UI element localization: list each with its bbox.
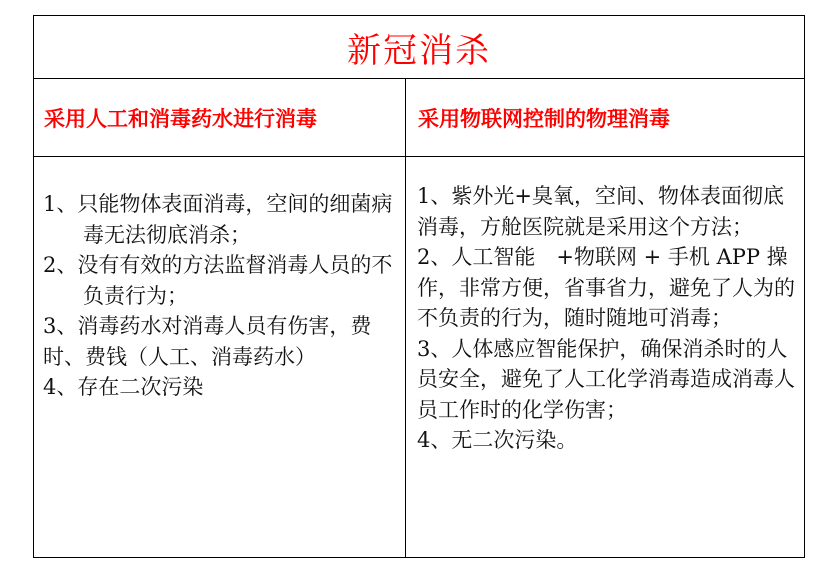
list-item: 3、消毒药水对消毒人员有伤害，费时、费钱（人工、消毒药水） xyxy=(43,314,372,369)
manual-disinfection-cell xyxy=(43,157,398,557)
list-item: 2、没有有效的方法监督消毒人员的不负责行为； xyxy=(43,253,393,308)
header-iot-disinfection: 采用物联网控制的物理消毒 xyxy=(418,106,670,131)
list-item: 4、存在二次污染 xyxy=(43,375,204,399)
table-title: 新冠消杀 xyxy=(347,30,491,71)
comparison-table xyxy=(33,15,805,558)
iot-disinfection-cell xyxy=(417,157,797,557)
column-divider xyxy=(405,79,406,557)
list-item: 2、人工智能 +物联网 + 手机 APP 操作，非常方便，省事省力，避免了人为的不负责的行为，随时随地可消毒； xyxy=(417,245,795,330)
list-item: 3、人体感应智能保护，确保消杀时的人员安全，避免了人工化学消毒造成消毒人员工作时的化学伤害； xyxy=(417,336,795,422)
header-row xyxy=(34,79,804,157)
list-item: 4、无二次污染。 xyxy=(417,428,578,452)
header-manual-disinfection: 采用人工和消毒药水进行消毒 xyxy=(44,106,317,131)
title-row xyxy=(34,16,804,79)
list-item: 1、紫外光+臭氧，空间、物体表面彻底消毒，方舱医院就是采用这个方法； xyxy=(417,184,784,239)
list-item: 1、只能物体表面消毒，空间的细菌病毒无法彻底消杀； xyxy=(43,192,393,247)
